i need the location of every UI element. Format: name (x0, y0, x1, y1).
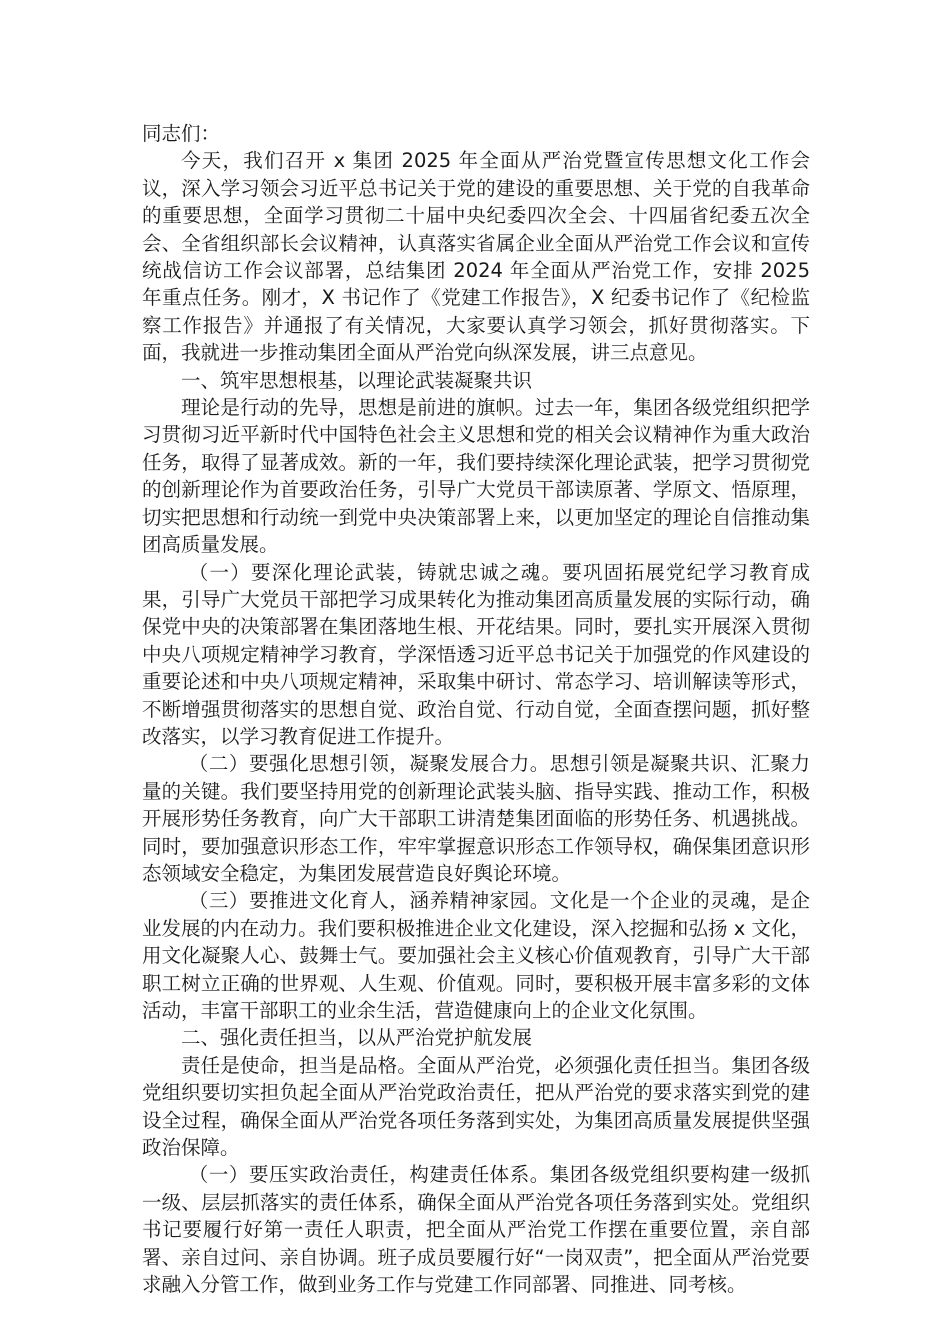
intro-paragraph: 今天，我们召开 x 集团 2025 年全面从严治党暨宣传思想文化工作会议，深入学习领会习近平总书记关于党的建设的重要思想、关于党的自我革命的重要思想，全面学习贯彻二十届中央纪委四次全会、十四届省纪委五次全会、全省组织部长会议精神，认真落实省属企业全面从严治党工作会议和宣传统战信访工作会议部署，总结集团 2024 年全面从严治党工作，安排 2025 年重点任务。刚才，X 书记作了《党建工作报告》，X 纪委书记作了《纪检监察工作报告》并通报了有关情况，大家要认真学习领会，抓好贯彻落实。下面，我就进一步推动集团全面从严治党向纵深发展，讲三点意见。 (142, 149, 810, 365)
section-2-subpoint-1: （一）要压实政治责任，构建责任体系。集团各级党组织要构建一级抓一级、层层抓落实的责任体系，确保全面从严治党各项任务落到实处。党组织书记要履行好第一责任人职责，把全面从严治党工作摆在重要位置，亲自部署、亲自过问、亲自协调。班子成员要履行好“一岗双责”，把全面从严治党要求融入分管工作，做到业务工作与党建工作同部署、同推进、同考核。 (142, 1163, 810, 1297)
document-body (142, 120, 810, 1298)
section-1-subpoint-1: （一）要深化理论武装，铸就忠诚之魂。要巩固拓展党纪学习教育成果，引导广大党员干部把学习成果转化为推动集团高质量发展的实际行动，确保党中央的决策部署在集团落地生根、开花结果。同时，要扎实开展深入贯彻中央八项规定精神学习教育，学深悟透习近平总书记关于加强党的作风建设的重要论述和中央八项规定精神，采取集中研讨、常态学习、培训解读等形式，不断增强贯彻落实的思想自觉、政治自觉、行动自觉，全面查摆问题，抓好整改落实，以学习教育促进工作提升。 (142, 560, 810, 748)
section-1-intro-paragraph: 理论是行动的先导，思想是前进的旗帜。过去一年，集团各级党组织把学习贯彻习近平新时代中国特色社会主义思想和党的相关会议精神作为重大政治任务，取得了显著成效。新的一年，我们要持续深化理论武装，把学习贯彻党的创新理论作为首要政治任务，引导广大党员干部读原著、学原文、悟原理，切实把思想和行动统一到党中央决策部署上来，以更加坚定的理论自信推动集团高质量发展。 (142, 396, 810, 557)
salutation: 同志们： (142, 122, 221, 145)
section-1-subpoint-2: （二）要强化思想引领，凝聚发展合力。思想引领是凝聚共识、汇聚力量的关键。我们要坚持用党的创新理论武装头脑、指导实践、推动工作，积极开展形势任务教育，向广大干部职工讲清楚集团面临的形势任务、机遇挑战。同时，要加强意识形态工作，牢牢掌握意识形态工作领导权，确保集团意识形态领域安全稳定，为集团发展营造良好舆论环境。 (142, 752, 810, 885)
section-heading-1: 一、筑牢思想根基，以理论武装凝聚共识 (181, 368, 533, 392)
section-heading-2: 二、强化责任担当，以从严治党护航发展 (181, 1026, 533, 1050)
section-1-subpoint-3: （三）要推进文化育人，涵养精神家园。文化是一个企业的灵魂，是企业发展的内在动力。我们要积极推进企业文化建设，深入挖掘和弘扬 x 文化，用文化凝聚人心、鼓舞士气。要加强社会主义核心价值观教育，引导广大干部职工树立正确的世界观、人生观、价值观。同时，要积极开展丰富多彩的文体活动，丰富干部职工的业余生活，营造健康向上的企业文化氛围。 (142, 889, 810, 1022)
section-2-intro-paragraph: 责任是使命，担当是品格。全面从严治党，必须强化责任担当。集团各级党组织要切实担负起全面从严治党政治责任，把从严治党的要求落实到党的建设全过程，确保全面从严治党各项任务落到实处，为集团高质量发展提供坚强政治保障。 (142, 1053, 810, 1160)
